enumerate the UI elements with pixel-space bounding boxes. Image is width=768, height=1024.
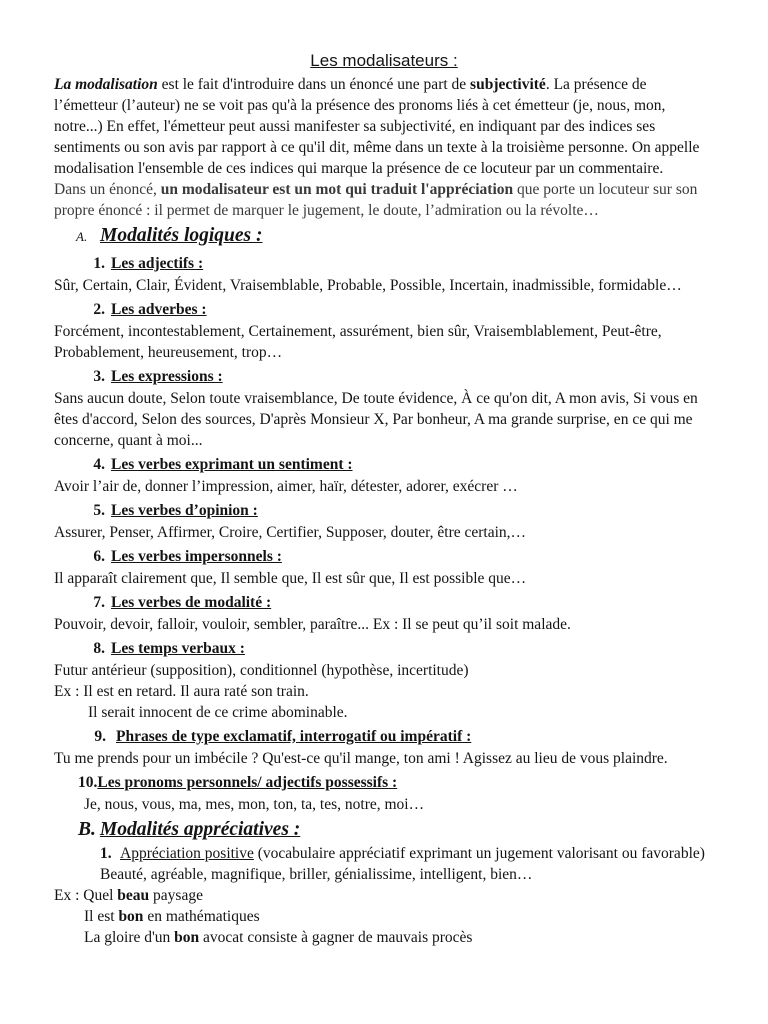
item-label: Les expressions : <box>111 368 223 385</box>
item-number: 3. <box>93 368 105 385</box>
item-body: Sûr, Certain, Clair, Évident, Vraisemblable, Probable, Possible, Incertain, inadmissible, formidable… <box>54 277 682 294</box>
item-body: (vocabulaire appréciatif exprimant un jugement valorisant ou favorable) Beauté, agréable, magnifique, briller, génialissime, intelligent, bien… <box>100 845 705 883</box>
item-body: Avoir l’air de, donner l’impression, aimer, haïr, détester, adorer, exécrer … <box>54 478 518 495</box>
item-label: Les adjectifs : <box>111 255 204 272</box>
example-text: Il est <box>84 908 119 925</box>
item-label: Les verbes exprimant un sentiment : <box>111 456 353 473</box>
item-example: Ex : Il est en retard. Il aura raté son train. <box>54 683 309 700</box>
section-title: Modalités logiques : <box>100 225 263 246</box>
item-body: Assurer, Penser, Affirmer, Croire, Certifier, Supposer, douter, être certain,… <box>54 524 527 541</box>
item-heading <box>54 726 714 747</box>
example-keyword: bon <box>174 929 200 946</box>
section-letter: B. <box>78 819 96 840</box>
section-title: Modalités appréciatives : <box>99 819 301 840</box>
example-text: La gloire d'un <box>84 929 175 946</box>
item-body: Sans aucun doute, Selon toute vraisemblance, De toute évidence, À ce qu'on dit, A mon avis, Si vous en êtes d'accord, Selon des sources, D'après Monsieur X, Par bonheur, A ma grande surprise, en ce qui me concerne, quant à moi... <box>54 390 698 449</box>
item-heading <box>54 454 714 475</box>
item-number: 4. <box>93 456 105 473</box>
item-heading <box>54 638 714 659</box>
item-heading <box>54 592 714 613</box>
item-body: Il apparaît clairement que, Il semble que, Il est sûr que, Il est possible que… <box>54 570 527 587</box>
intro-text: Dans un énoncé, <box>54 181 161 198</box>
example-text: en mathématiques <box>143 908 260 925</box>
item-body: Je, nous, vous, ma, mes, mon, ton, ta, tes, notre, moi… <box>84 796 425 813</box>
intro-paragraph-1 <box>54 74 714 179</box>
item-label: Phrases de type exclamatif, interrogatif ou impératif : <box>116 728 472 745</box>
example-text: avocat consiste à gagner de mauvais procès <box>199 929 473 946</box>
example-line <box>54 906 714 927</box>
item-label: Appréciation positive <box>120 845 254 862</box>
intro-keyword: subjectivité <box>470 76 546 93</box>
item-heading <box>54 366 714 387</box>
item-body: Pouvoir, devoir, falloir, vouloir, sembler, paraître... Ex : Il se peut qu’il soit malade. <box>54 616 571 633</box>
item-heading <box>54 299 714 320</box>
item-label: Les pronoms personnels/ adjectifs possessifs : <box>97 774 398 791</box>
item-label: Les temps verbaux : <box>111 640 245 657</box>
item-body: Futur antérieur (supposition), conditionnel (hypothèse, incertitude) <box>54 662 469 679</box>
item-label: Les verbes impersonnels : <box>111 548 282 565</box>
intro-text: est le fait d'introduire dans un énoncé une part de <box>157 76 471 93</box>
example-text: paysage <box>149 887 203 904</box>
page-title: Les modalisateurs : <box>310 51 458 70</box>
item-body: Forcément, incontestablement, Certainement, assurément, bien sûr, Vraisemblablement, Peut-être, Probablement, heureusement, trop… <box>54 323 662 361</box>
section-a-heading <box>54 223 714 250</box>
item-number: 1. <box>93 255 105 272</box>
item-number: 8. <box>93 640 105 657</box>
item-number: 9. <box>94 728 106 745</box>
item-heading <box>54 546 714 567</box>
item-heading <box>54 500 714 521</box>
item-number: 1. <box>100 845 112 862</box>
intro-definition: un modalisateur est un mot qui traduit l'appréciation <box>160 181 514 198</box>
appreciation-item <box>54 843 714 885</box>
item-heading <box>54 772 714 793</box>
intro-term: La modalisation <box>54 76 158 93</box>
item-number: 7. <box>93 594 105 611</box>
example-keyword: bon <box>118 908 144 925</box>
section-letter: A. <box>76 229 88 244</box>
item-example: Il serait innocent de ce crime abominable. <box>88 704 348 721</box>
document-page <box>54 50 714 948</box>
example-text: Ex : Quel <box>54 887 118 904</box>
example-keyword: beau <box>117 887 150 904</box>
item-body: Tu me prends pour un imbécile ? Qu'est-ce qu'il mange, ton ami ! Agissez au lieu de vous plaindre. <box>54 750 668 767</box>
section-b-heading <box>54 817 714 843</box>
item-number: 2. <box>93 301 105 318</box>
item-label: Les verbes de modalité : <box>111 594 272 611</box>
example-line <box>54 885 714 906</box>
item-label: Les adverbes : <box>111 301 207 318</box>
intro-text: . La présence de l’émetteur (l’auteur) ne se voit pas qu'à la présence des pronoms liés à cet émetteur (je, nous, mon, notre...) En effet, l'émetteur peut aussi manifester sa subjectivité, en indiquant par des indices ses sentiments ou son avis par rapport à ce qu'il dit, même dans un texte à la troisième personne. On appelle modalisation l'ensemble de ces indices qui marque la présence de ce locuteur par un commentaire. <box>54 76 700 177</box>
item-number: 10. <box>78 774 98 791</box>
example-line <box>54 927 714 948</box>
item-label: Les verbes d’opinion : <box>111 502 258 519</box>
intro-text: que porte un locuteur sur son propre énoncé : il permet de marquer le jugement, le doute, l’admiration ou la révolte… <box>54 181 698 219</box>
item-heading <box>54 253 714 274</box>
item-number: 6. <box>93 548 105 565</box>
item-number: 5. <box>93 502 105 519</box>
intro-paragraph-2 <box>54 179 714 221</box>
